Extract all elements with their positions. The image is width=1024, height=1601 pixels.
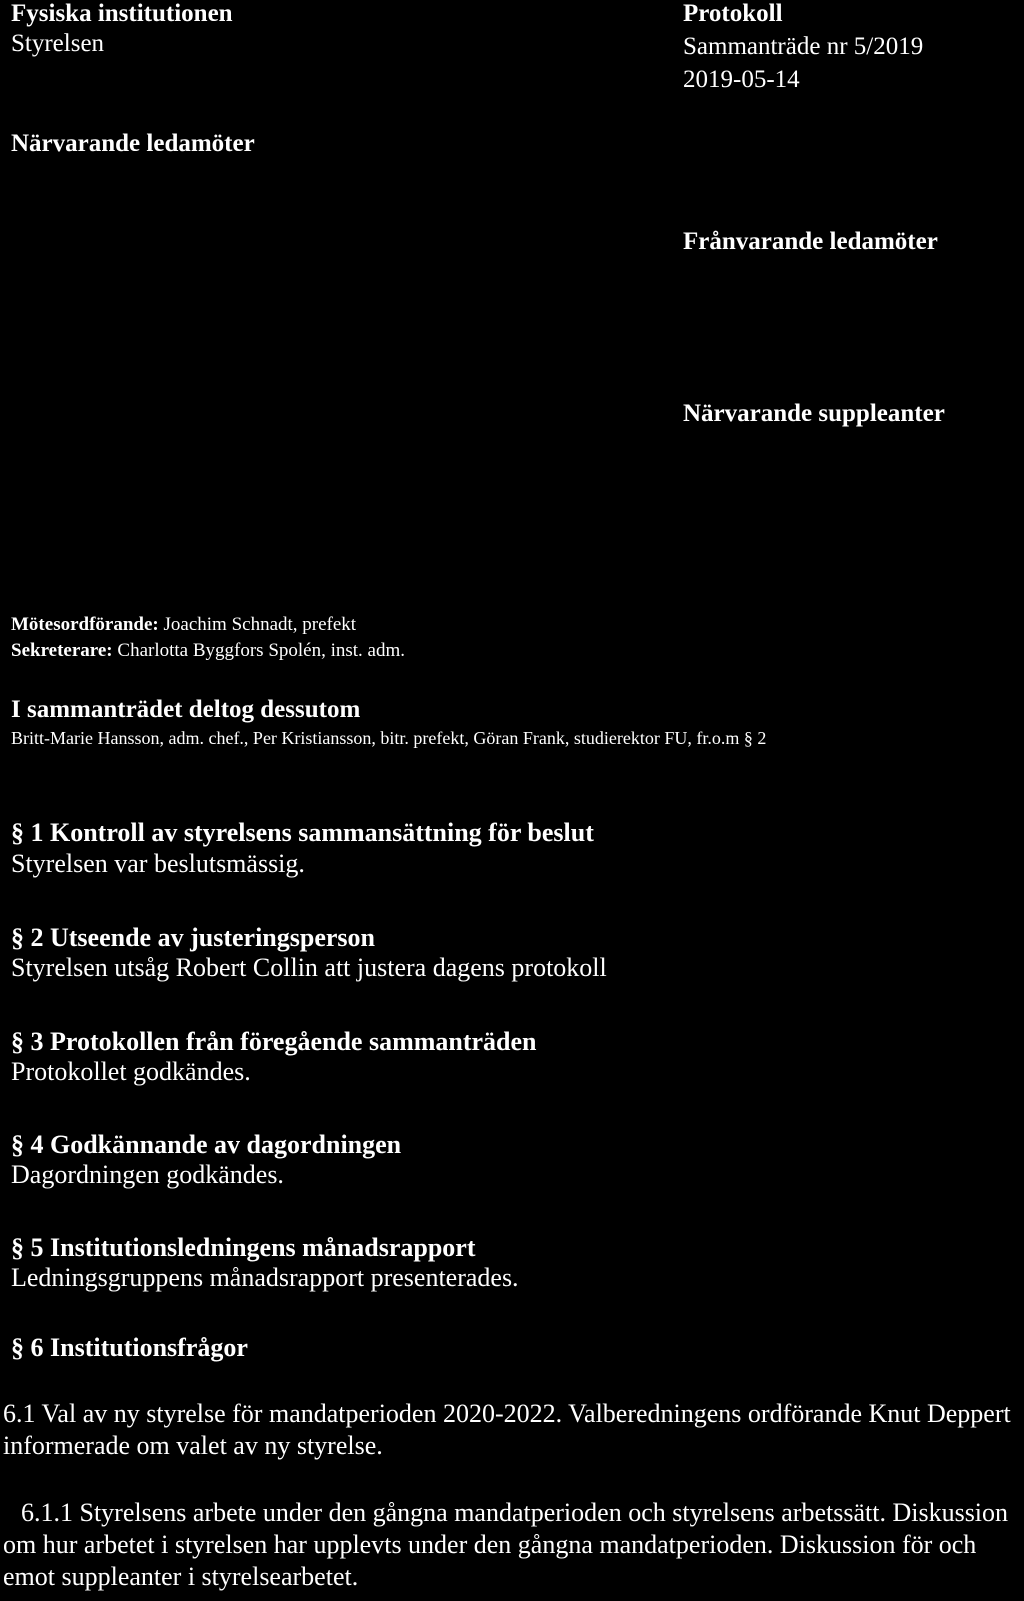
section-4-title: § 4 Godkännande av dagordningen (11, 1130, 402, 1159)
section-2-title: § 2 Utseende av justeringsperson (11, 923, 375, 952)
meeting-date: 2019-05-14 (683, 66, 800, 93)
section-3-text: Protokollet godkändes. (11, 1057, 251, 1086)
secretary-label: Sekreterare: (11, 640, 113, 661)
section-5-title: § 5 Institutionsledningens månadsrapport (11, 1233, 476, 1262)
section-5-text: Ledningsgruppens månadsrapport presenterades. (11, 1263, 519, 1292)
chair-line (11, 614, 356, 636)
item-6-1: 6.1 Val av ny styrelse för mandatperioden 2020-2022. Valberedningens ordförande Knut Deppert informerade om valet av ny styrelse. (3, 1399, 1011, 1460)
secretary-line (11, 640, 405, 662)
institution-name: Fysiska institutionen (11, 0, 233, 27)
board-name: Styrelsen (11, 30, 105, 57)
chair-value: Joachim Schnadt, prefekt (163, 614, 357, 635)
section-4-text: Dagordningen godkändes. (11, 1160, 284, 1189)
present-deputies-heading: Närvarande suppleanter (683, 400, 945, 427)
others-text: Britt-Marie Hansson, adm. chef., Per Kristiansson, bitr. prefekt, Göran Frank, studierektor FU, fr.o.m § 2 (11, 728, 767, 748)
absent-members-heading: Frånvarande ledamöter (683, 228, 938, 255)
secretary-value: Charlotta Byggfors Spolén, inst. adm. (117, 640, 406, 661)
chair-label: Mötesordförande: (11, 614, 159, 635)
document-type: Protokoll (683, 0, 783, 27)
section-1-title: § 1 Kontroll av styrelsens sammansättning för beslut (11, 818, 594, 847)
section-1-text: Styrelsen var beslutsmässig. (11, 849, 305, 878)
section-2-text: Styrelsen utsåg Robert Collin att justera dagens protokoll (11, 953, 607, 982)
present-members-heading: Närvarande ledamöter (11, 130, 255, 157)
item-6-1-1 (3, 1497, 1023, 1593)
others-heading: I sammanträdet deltog dessutom (11, 696, 361, 723)
meeting-number: Sammanträde nr 5/2019 (683, 33, 924, 60)
section-6-title: § 6 Institutionsfrågor (11, 1333, 248, 1362)
section-3-title: § 3 Protokollen från föregående sammanträden (11, 1027, 537, 1056)
item-6-1-1-text: 6.1.1 Styrelsens arbete under den gångna mandatperioden och styrelsens arbetssätt. Diskussion om hur arbetet i styrelsen har upplevts under den gångna mandatperioden. Diskussion för och emot suppleanter i styrelsearbetet. (3, 1498, 1009, 1591)
